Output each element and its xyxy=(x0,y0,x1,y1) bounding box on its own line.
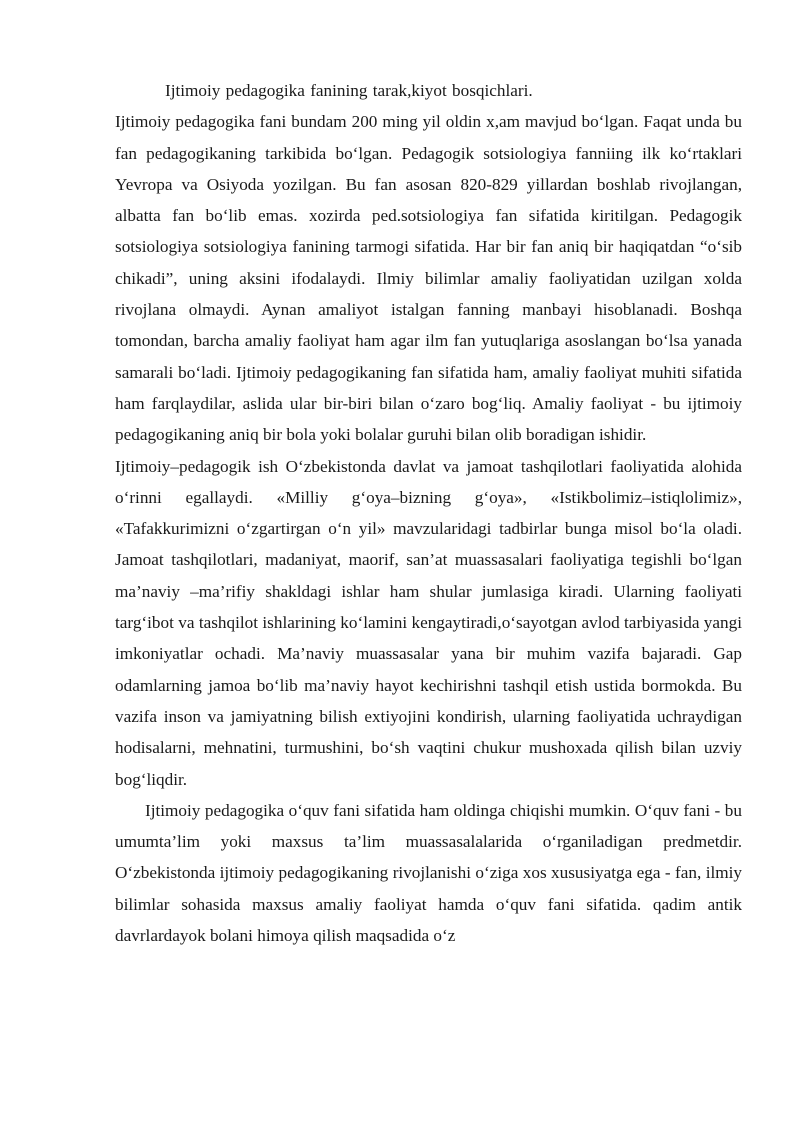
document-title: Ijtimoiy pedagogika fanining tarak,kiyot bosqichlari. xyxy=(165,81,533,100)
paragraph-2: Ijtimoiy–pedagogik ish O‘zbekistonda davlat va jamoat tashqilotlari faoliyatida alohida o‘rinni egallaydi. «Milliy g‘oya–bizning g‘oya», «Istikbolimiz–istiqlolimiz», «Tafakkurimizni o‘zgartirgan o‘n yil» mavzularidagi tadbirlar bunga misol bo‘la oladi. Jamoat tashqilotlari, madaniyat, maorif, san’at muassasalari faoliyatiga tegishli bo‘lgan ma’naviy –ma’rifiy shakldagi ishlar ham shular jumlasiga kiradi. Ularning faoliyati targ‘ibot va tashqilot ishlarining ko‘lamini kengaytiradi,o‘sayotgan avlod tarbiyasida yangi imkoniyatlar ochadi. Ma’naviy muassasalar yana bir muhim vazifa bajaradi. Gap odamlarning jamoa bo‘lib ma’naviy hayot kechirishni tashqil etish ustida bormokda. Bu vazifa inson va jamiyatning bilish extiyojini kondirish, ularning faoliyatida uchraydigan hodisalarni, mehnatini, turmushini, bo‘sh vaqtini chukur mushoxada qilish bilan uzviy bog‘liqdir. xyxy=(115,456,742,789)
paragraph-3: Ijtimoiy pedagogika o‘quv fani sifatida ham oldinga chiqishi mumkin. O‘quv fani - bu umumta’lim yoki maxsus ta’lim muassasalalarida o‘rganiladigan predmetdir. O‘zbekistonda ijtimoiy pedagogikaning rivojlanishi o‘ziga xos xususiyatga ega - fan, ilmiy bilimlar sohasida maxsus amaliy faoliyat hamda o‘quv fani sifatida. qadim antik davrlardayok bolani himoya qilish maqsadida o‘z xyxy=(115,800,742,946)
document-page xyxy=(115,75,742,951)
paragraph-1: Ijtimoiy pedagogika fani bundam 200 ming yil oldin x,am mavjud bo‘lgan. Faqat unda bu fan pedagogikaning tarkibida bo‘lgan. Pedagogik sotsiologiya fanniing ilk ko‘rtaklari Yevropa va Osiyoda yozilgan. Bu fan asosan 820-829 yillardan boshlab rivojlangan, albatta fan bo‘lib emas. xozirda ped.sotsiologiya fan sifatida kiritilgan. Pedagogik sotsiologiya sotsiologiya fanining tarmogi sifatida. Har bir fan aniq bir haqiqatdan “o‘sib chikadi”, uning aksini ifodalaydi. Ilmiy bilimlar amaliy faoliyatidan uzilgan xolda rivojlana olmaydi. Aynan amaliyot istalgan fanning manbayi hisoblanadi. Boshqa tomondan, barcha amaliy faoliyat ham agar ilm fan yutuqlariga asoslangan bo‘lsa yanada samarali bo‘ladi. Ijtimoiy pedagogikaning fan sifatida ham, amaliy faoliyat muhiti sifatida ham farqlaydilar, aslida ular bir-biri bilan o‘zaro bog‘liq. Amaliy faoliyat - bu ijtimoiy pedagogikaning aniq bir bola yoki bolalar guruhi bilan olib boradigan ishidir. xyxy=(115,112,742,445)
